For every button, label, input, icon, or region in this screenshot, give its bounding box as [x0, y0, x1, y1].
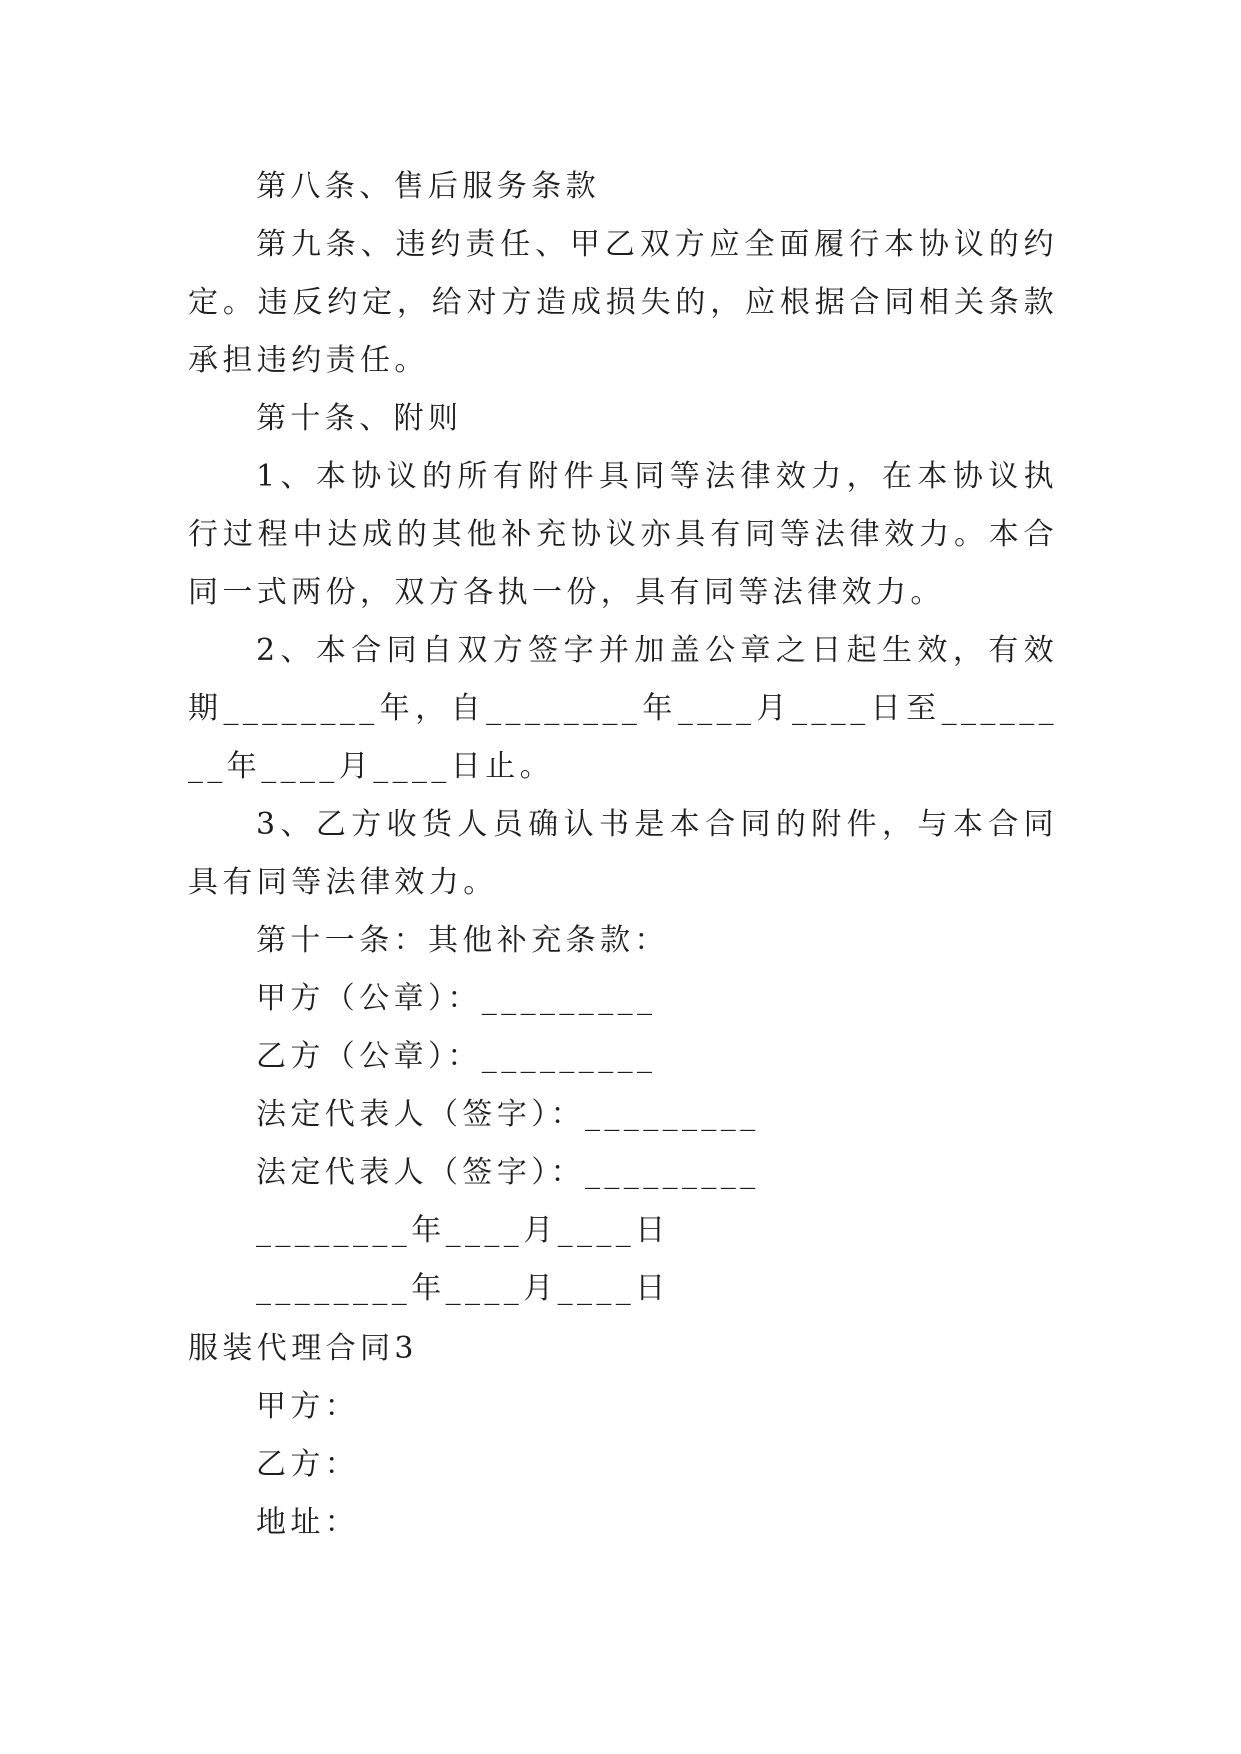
- article-10-clause-3: 3、乙方收货人员确认书是本合同的附件，与本合同具有同等法律效力。: [188, 807, 1058, 900]
- article-8-heading: 第八条、售后服务条款: [256, 169, 600, 204]
- party-b-line: 乙方：: [256, 1447, 360, 1482]
- party-b-seal-line: 乙方（公章）：_________: [256, 1039, 657, 1074]
- party-a-line: 甲方：: [256, 1389, 360, 1424]
- date-line-1: ________年____月____日: [256, 1213, 670, 1248]
- article-10-heading: 第十条、附则: [256, 401, 463, 436]
- date-line-2: ________年____月____日: [256, 1271, 670, 1306]
- legal-rep-signature-line-1: 法定代表人（签字）：_________: [256, 1097, 760, 1132]
- article-11-heading: 第十一条：其他补充条款：: [256, 923, 669, 958]
- contract-3-title: 服装代理合同3: [188, 1331, 418, 1366]
- article-9-paragraph: 第九条、违约责任、甲乙双方应全面履行本协议的约定。违反约定，给对方造成损失的，应根据合同相关条款承担违约责任。: [188, 227, 1058, 378]
- article-10-clause-2: 2、本合同自双方签字并加盖公章之日起生效，有效期________年，自________年____月____日至________年____月____日止。: [188, 633, 1058, 784]
- address-line: 地址：: [256, 1505, 360, 1540]
- party-a-seal-line: 甲方（公章）：_________: [256, 981, 657, 1016]
- legal-rep-signature-line-2: 法定代表人（签字）：_________: [256, 1155, 760, 1190]
- document-page: [188, 158, 1058, 1552]
- article-10-clause-1: 1、本协议的所有附件具同等法律效力，在本协议执行过程中达成的其他补充协议亦具有同等法律效力。本合同一式两份，双方各执一份，具有同等法律效力。: [188, 459, 1058, 610]
